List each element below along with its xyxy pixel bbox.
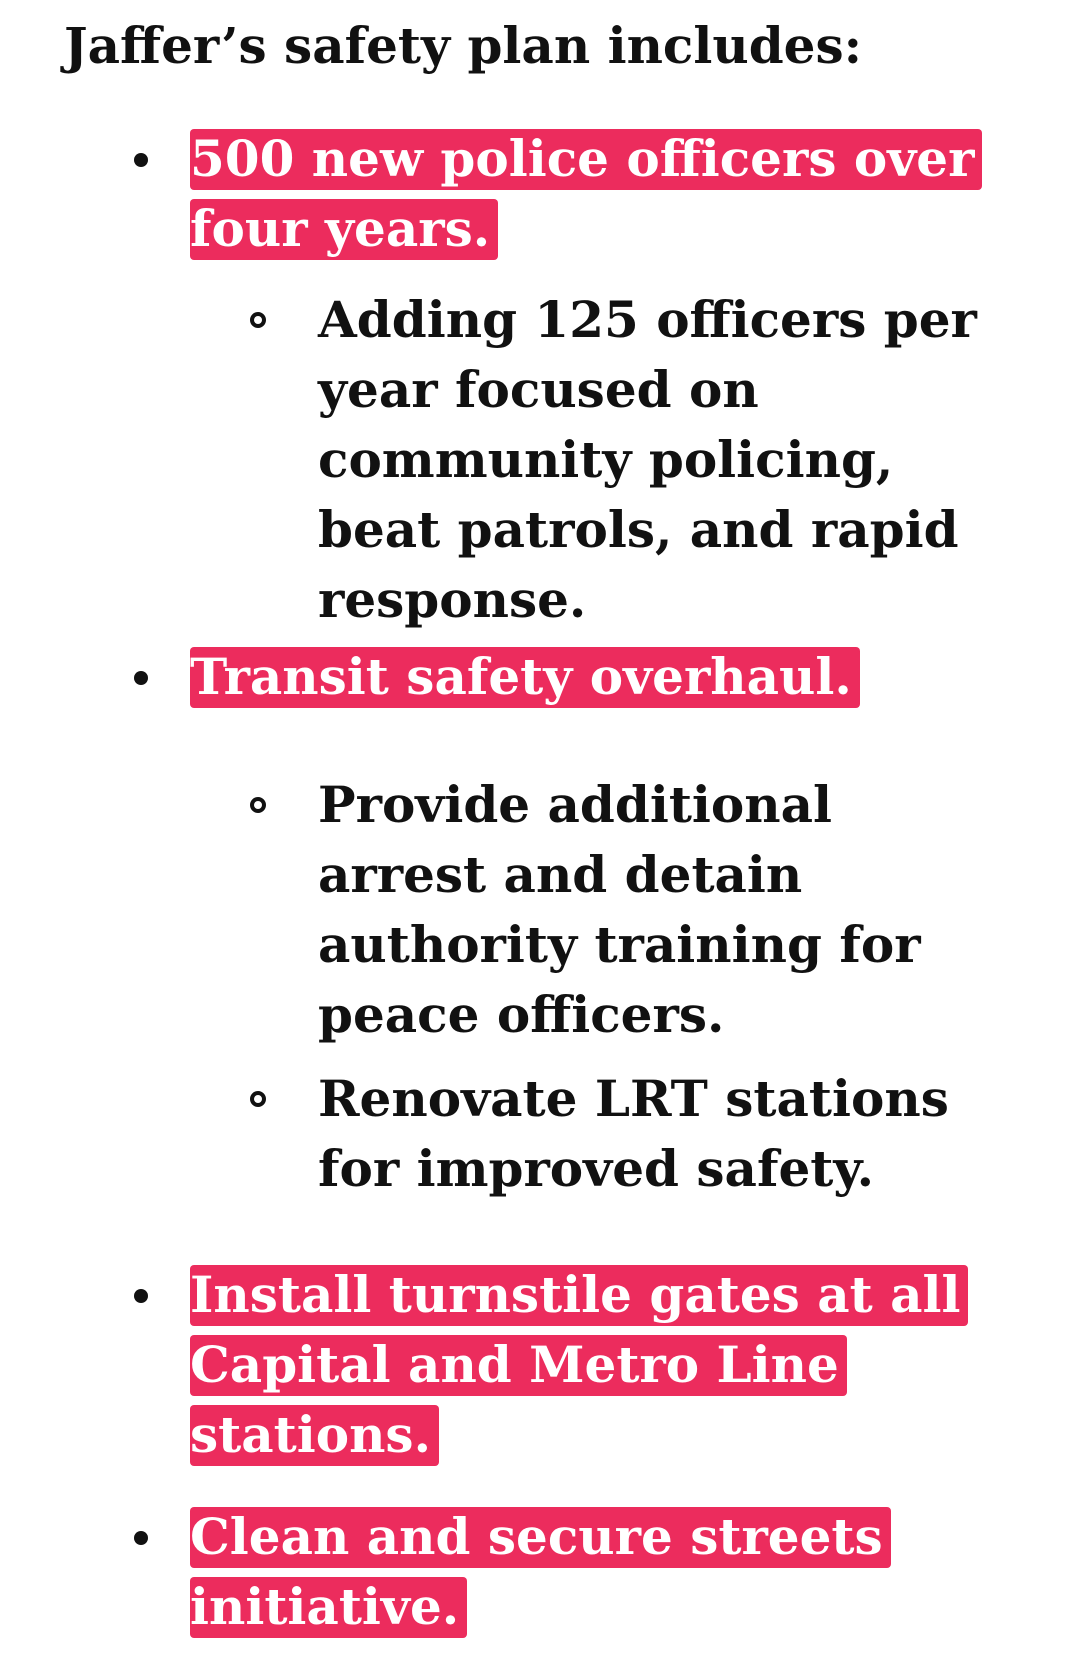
sub-list-item: Renovate LRT stations for improved safety. — [318, 1069, 949, 1198]
highlighted-text: Clean and secure streets initiative. — [190, 1507, 891, 1638]
bullet-circle-icon — [250, 1091, 266, 1107]
bullet-dot-icon — [134, 1531, 148, 1545]
highlighted-text: Install turnstile gates at all Capital and Metro Line stations. — [190, 1265, 968, 1466]
list-item — [190, 642, 990, 712]
bullet-circle-icon — [250, 797, 266, 813]
list-item — [190, 124, 990, 264]
list-heading: Jaffer’s safety plan includes: — [64, 16, 863, 75]
highlighted-text: 500 new police officers over four years. — [190, 129, 982, 260]
bullet-dot-icon — [134, 671, 148, 685]
highlighted-text: Transit safety overhaul. — [190, 647, 860, 708]
bullet-dot-icon — [134, 153, 148, 167]
bullet-circle-icon — [250, 312, 266, 328]
list-item — [190, 1260, 990, 1470]
sub-list-item: Adding 125 officers per year focused on community policing, beat patrols, and rapid response. — [318, 290, 977, 629]
list-item — [190, 1502, 990, 1642]
bullet-dot-icon — [134, 1289, 148, 1303]
sub-list-item: Provide additional arrest and detain authority training for peace officers. — [318, 775, 921, 1044]
